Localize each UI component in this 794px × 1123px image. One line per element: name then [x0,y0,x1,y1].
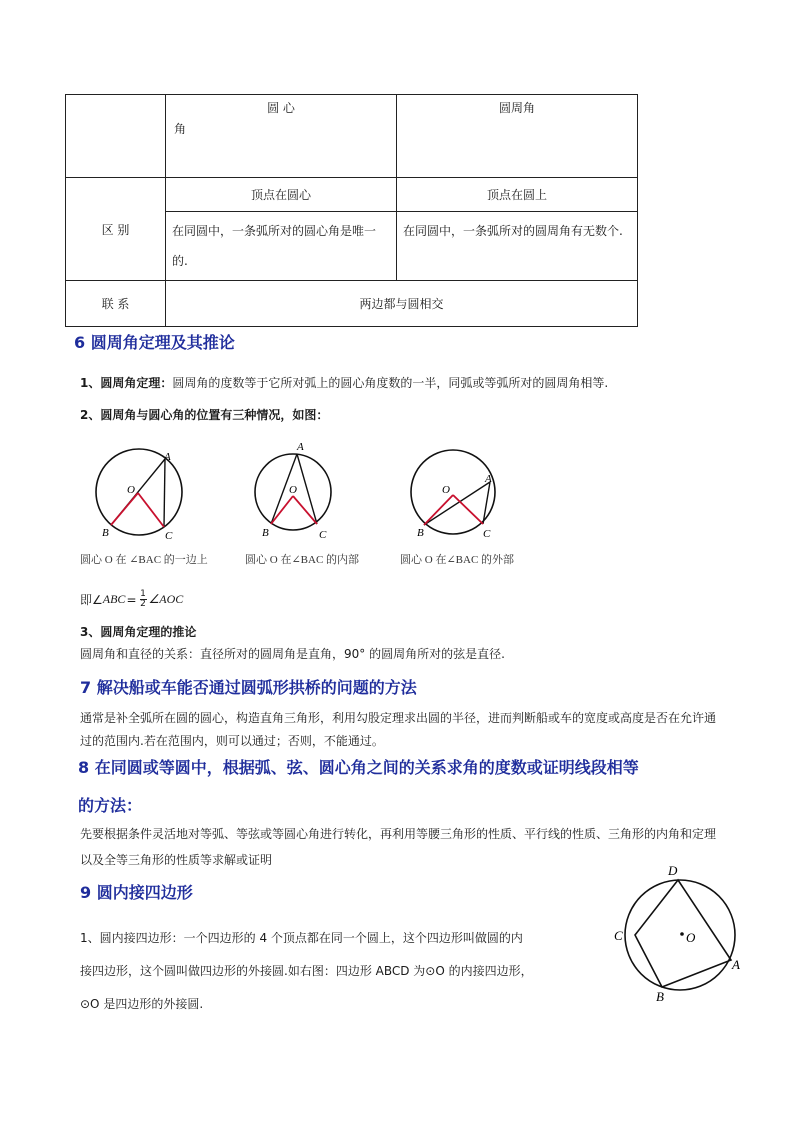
header-inscribed-angle: 圆周角 [397,95,638,178]
circle-3 [411,450,495,534]
label-A-2: A [297,441,304,453]
link-text: 两边都与圆相交 [166,281,638,327]
caption-on-side: 圆心 O 在 ∠BAC 的一边上 [80,554,208,566]
header-central-angle: 圆 心 角 [166,95,397,178]
section-9-title: 9 圆内接四边形 [80,883,193,902]
section-8-text: 先要根据条件灵活地对等弧、等弦或等圆心角进行转化，再利用等腰三角形的性质、平行线的性质、三角形的内角和定理以及全等三角形的性质等求解或证明 [80,827,717,867]
label-A-1: A [164,451,171,463]
inscribed-quadrilateral-diagram [610,860,750,1005]
section-7-text: 通常是补全弧所在圆的圆心，构造直角三角形，利用勾股定理求出圆的半径，进而判断船或车的宽度或高度是否在允许通过的范围内.若在范围内，则可以通过；否则，不能通过。 [80,711,717,748]
row-diff-label: 区 别 [66,178,166,281]
label-C: C [614,928,623,943]
section-8-title: 8 在同圆或等圆中，根据弧、弦、圆心角之间的关系求角的度数或证明线段相等 的方法： [78,758,639,815]
table-corner-cell [66,95,166,178]
label-C-1: C [165,530,173,542]
formula-abc-aoc: 即∠ ABC = $\frac{1}{2}$ ∠AOC [80,589,184,609]
label-A-3: A [485,473,492,485]
label-C-3: C [483,528,491,540]
section-7-title: 7 解决船或车能否通过圆弧形拱桥的问题的方法 [80,678,417,697]
label-B-1: B [102,527,109,539]
label-B-3: B [417,527,424,539]
circle-angle-diagrams [85,438,555,543]
section-6-item-3: 3、圆周角定理的推论 [80,625,197,639]
center-point [680,932,684,936]
diff-on-text: 在同圆中，一条弧所对的圆周角有无数个. [397,212,638,281]
label-B: B [656,989,664,1004]
label-O-1: O [127,484,135,496]
label-O-2: O [289,484,297,496]
diff-center-text: 在同圆中，一条弧所对的圆心角是唯一的. [166,212,397,281]
section-6-title: 6 圆周角定理及其推论 [74,333,235,352]
section-6-item-1: 1、圆周角定理：圆周角的度数等于它所对弧上的圆心角度数的一半，同弧或等弧所对的圆周角相等. [80,376,609,390]
label-A: A [732,957,740,972]
radius-OC-1 [138,493,164,527]
section-9-text: 1、圆内接四边形：一个四边形的 4 个顶点都在同一个圆上，这个四边形叫做圆的内 接四边形，这个圆叫做四边形的外接圆.如右图：四边形 ABCD 为⊙O 的内接四边形， ⊙O 是四边形的外接圆. [80,931,533,1011]
circumcircle [625,880,735,990]
comparison-table [65,94,638,327]
radius-OB-2 [271,496,293,524]
vertex-on-cell: 顶点在圆上 [397,178,638,212]
label-C-2: C [319,529,327,541]
radius-OC-3 [453,495,483,524]
label-B-2: B [262,527,269,539]
row-link-label: 联 系 [66,281,166,327]
label-D: D [668,863,678,878]
chord-AB-3 [424,482,490,525]
radius-OB-3 [424,495,453,525]
diagram-center-on-side [96,449,182,542]
vertex-center-cell: 顶点在圆心 [166,178,397,212]
label-O: O [686,930,696,945]
section-6-item-3-text: 圆周角和直径的关系：直径所对的圆周角是直角，90° 的圆周角所对的弦是直径. [80,647,505,661]
section-6-item-2: 2、圆周角与圆心角的位置有三种情况，如图： [80,408,329,422]
diagram-center-inside [255,441,331,541]
fraction-half: $\frac{1}{2}$ [140,589,146,609]
radius-OB-1 [111,493,138,525]
diagram-center-outside [411,450,495,540]
caption-outside: 圆心 O 在∠BAC 的外部 [400,554,515,566]
caption-inside: 圆心 O 在∠BAC 的内部 [245,554,360,566]
chord-AC-1 [164,459,165,527]
label-O-3: O [442,484,450,496]
